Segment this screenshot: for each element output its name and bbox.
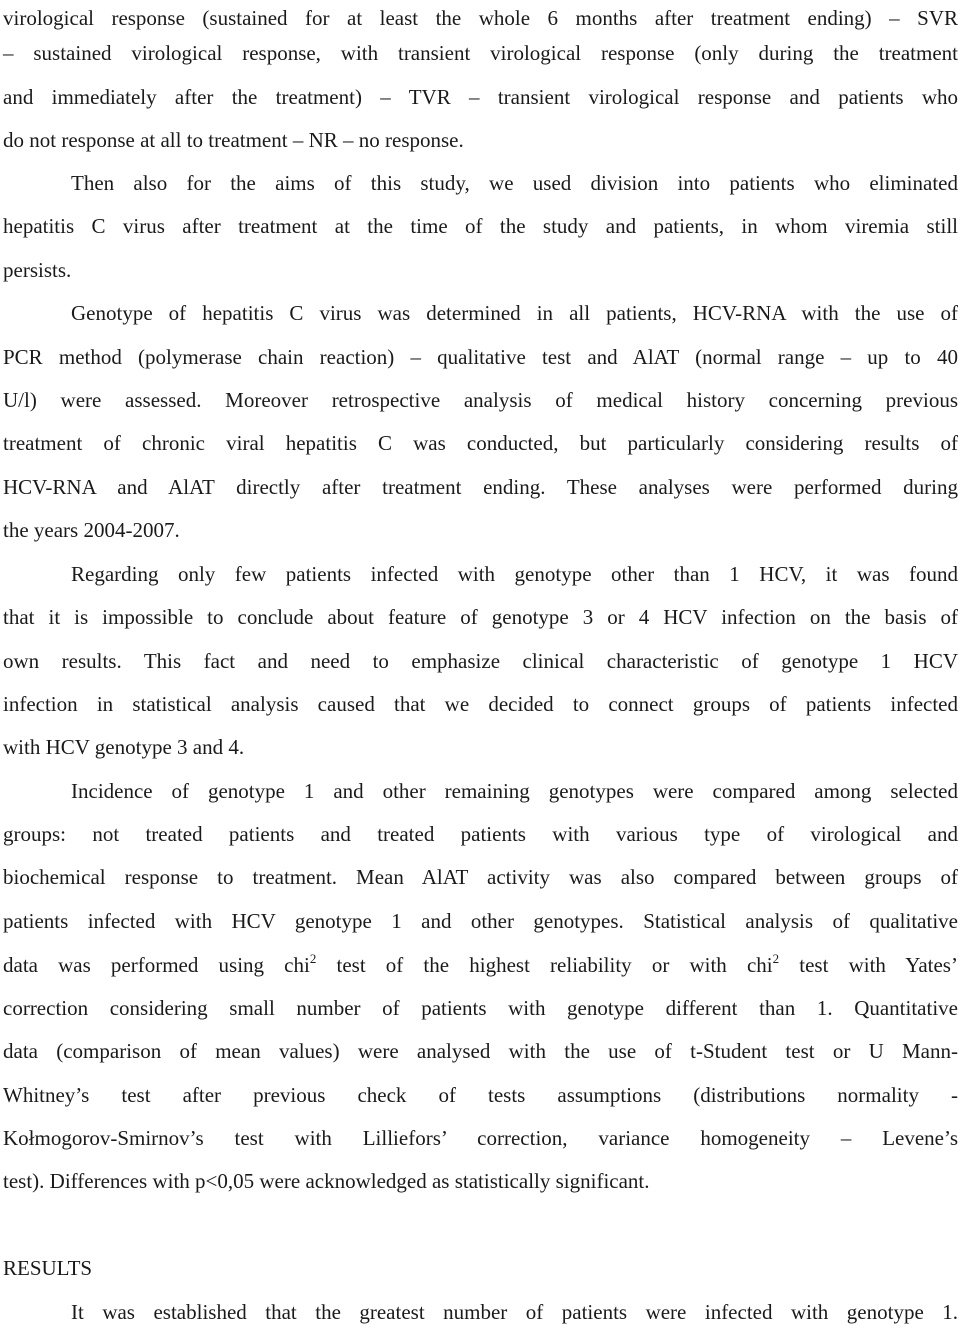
text-line: Then also for the aims of this study, we used division into patients who eliminated — [71, 171, 958, 195]
text-span: test with Yates’ — [779, 953, 958, 977]
text-line: Genotype of hepatitis C virus was determined in all patients, HCV-RNA with the use of — [71, 301, 958, 325]
text-line: own results. This fact and need to emphasize clinical characteristic of genotype 1 HCV — [3, 649, 958, 673]
text-line: data (comparison of mean values) were analysed with the use of t-Student test or U Mann- — [3, 1039, 958, 1063]
text-line: correction considering small number of patients with genotype different than 1. Quantitative — [3, 996, 958, 1020]
text-line: with HCV genotype 3 and 4. — [3, 735, 245, 759]
text-line: infection in statistical analysis caused that we decided to connect groups of patients infected — [3, 692, 958, 716]
text-line: Regarding only few patients infected with genotype other than 1 HCV, it was found — [71, 562, 958, 586]
text-line: persists. — [3, 258, 72, 282]
text-line: Incidence of genotype 1 and other remaining genotypes were compared among selected — [71, 779, 958, 803]
text-line: that it is impossible to conclude about feature of genotype 3 or 4 HCV infection on the basis of — [3, 605, 958, 629]
text-span: test of the highest reliability or with chi — [316, 953, 773, 977]
text-line: – sustained virological response, with transient virological response (only during the treatment — [3, 41, 958, 65]
text-line: groups: not treated patients and treated patients with various type of virological and — [3, 822, 958, 846]
text-line: biochemical response to treatment. Mean AlAT activity was also compared between groups of — [3, 865, 958, 889]
text-line: HCV-RNA and AlAT directly after treatment ending. These analyses were performed during — [3, 475, 958, 499]
text-line: and immediately after the treatment) – TVR – transient virological response and patients who — [3, 85, 958, 109]
text-line: the years 2004-2007. — [3, 518, 180, 542]
text-line: test). Differences with p<0,05 were acknowledged as statistically significant. — [3, 1169, 650, 1193]
text-line-chi — [3, 950, 958, 980]
text-line: U/l) were assessed. Moreover retrospective analysis of medical history concerning previous — [3, 388, 958, 412]
text-line: It was established that the greatest number of patients were infected with genotype 1. — [71, 1300, 958, 1324]
text-line: virological response (sustained for at least the whole 6 months after treatment ending) – SVR — [3, 6, 958, 30]
text-line: hepatitis C virus after treatment at the time of the study and patients, in whom viremia still — [3, 214, 958, 238]
text-line: do not response at all to treatment – NR – no response. — [3, 128, 464, 152]
text-line: Kołmogorov-Smirnov’s test with Lilliefors’ correction, variance homogeneity – Levene’s — [3, 1126, 958, 1150]
text-span: data was performed using chi — [3, 953, 310, 977]
text-line: treatment of chronic viral hepatitis C was conducted, but particularly considering results of — [3, 431, 958, 455]
text-line: Whitney’s test after previous check of tests assumptions (distributions normality - — [3, 1083, 958, 1107]
superscript: 2 — [772, 951, 780, 966]
superscript: 2 — [309, 951, 317, 966]
section-heading: RESULTS — [3, 1256, 93, 1280]
text-line: patients infected with HCV genotype 1 and other genotypes. Statistical analysis of qualitative — [3, 909, 958, 933]
text-line: PCR method (polymerase chain reaction) – qualitative test and AlAT (normal range – up to 40 — [3, 345, 958, 369]
